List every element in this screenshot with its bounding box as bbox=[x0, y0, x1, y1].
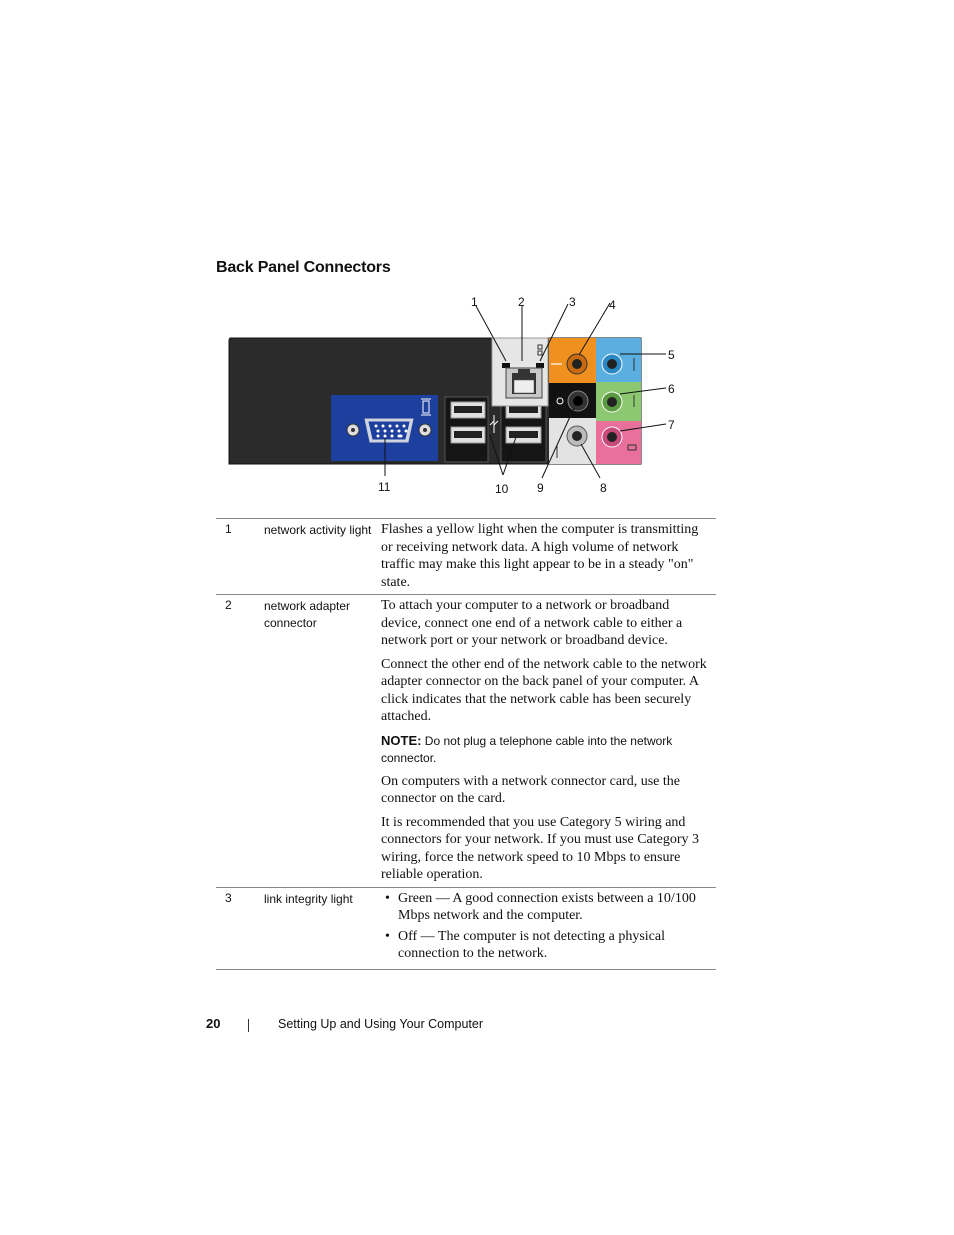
table-row bbox=[216, 595, 716, 888]
callout-5: 5 bbox=[668, 348, 675, 362]
row-name: network adapter connector bbox=[264, 599, 351, 630]
footer-chapter-title: Setting Up and Using Your Computer bbox=[278, 1017, 483, 1031]
row-name: network activity light bbox=[264, 523, 372, 537]
callout-11: 11 bbox=[378, 480, 391, 494]
link-integrity-light bbox=[536, 363, 544, 368]
description-paragraph: It is recommended that you use Category 5 wiring and connectors for your network. If you must use Category 3 wiring, force the network speed to 10 Mbps to ensure reliable operation. bbox=[381, 814, 700, 882]
callout-6: 6 bbox=[668, 382, 675, 396]
center-lfe-jack bbox=[567, 354, 587, 374]
row-number: 2 bbox=[225, 598, 232, 612]
row-description bbox=[381, 887, 716, 969]
footer-separator bbox=[248, 1019, 249, 1032]
row-name: link integrity light bbox=[264, 891, 353, 906]
line-out-jack bbox=[602, 392, 622, 412]
microphone-jack bbox=[602, 427, 622, 447]
network-activity-light bbox=[502, 363, 510, 368]
network-adapter-connector bbox=[506, 368, 542, 398]
spdif-jack bbox=[568, 391, 588, 411]
bullet-item: • Off — The computer is not detecting a physical connection to the network. bbox=[381, 928, 710, 963]
description-text: Flashes a yellow light when the computer is transmitting or receiving network data. A high volume of network traffic may make this light appear to be in a steady "on" state. bbox=[381, 522, 699, 590]
row-number: 3 bbox=[225, 890, 232, 905]
callout-4: 4 bbox=[609, 298, 616, 312]
note-text: Do not plug a telephone cable into the network connector. bbox=[381, 733, 673, 765]
callout-9: 9 bbox=[537, 481, 544, 495]
description-paragraph: To attach your computer to a network or broadband device, connect one end of a network cable to either a network port or your network or broadband device. bbox=[381, 598, 683, 648]
callout-8: 8 bbox=[600, 481, 607, 495]
row-description bbox=[381, 519, 716, 595]
callout-7: 7 bbox=[668, 418, 675, 432]
section-heading: Back Panel Connectors bbox=[216, 259, 391, 276]
callout-2: 2 bbox=[518, 295, 525, 309]
row-number: 1 bbox=[225, 522, 232, 536]
back-panel-figure bbox=[200, 285, 700, 500]
table-row bbox=[216, 519, 716, 595]
page-number: 20 bbox=[206, 1016, 221, 1031]
note-label: NOTE: bbox=[381, 732, 422, 748]
callout-3: 3 bbox=[569, 295, 576, 309]
connector-table bbox=[216, 518, 716, 970]
bullet-item: • Green — A good connection exists between a 10/100 Mbps network and the computer. bbox=[381, 890, 710, 925]
table-row bbox=[216, 887, 716, 969]
row-description bbox=[381, 595, 716, 888]
description-paragraph: Connect the other end of the network cable to the network adapter connector on the back panel of your computer. A click indicates that the network cable has been securely attached. bbox=[381, 656, 707, 724]
surround-jack bbox=[567, 426, 587, 446]
line-in-jack bbox=[602, 354, 622, 374]
callout-10: 10 bbox=[495, 482, 509, 496]
bullet-list bbox=[381, 890, 710, 963]
note bbox=[381, 732, 710, 767]
callout-1: 1 bbox=[471, 295, 478, 309]
page-footer bbox=[0, 1016, 954, 1036]
description-paragraph: On computers with a network connector card, use the connector on the card. bbox=[381, 773, 680, 806]
